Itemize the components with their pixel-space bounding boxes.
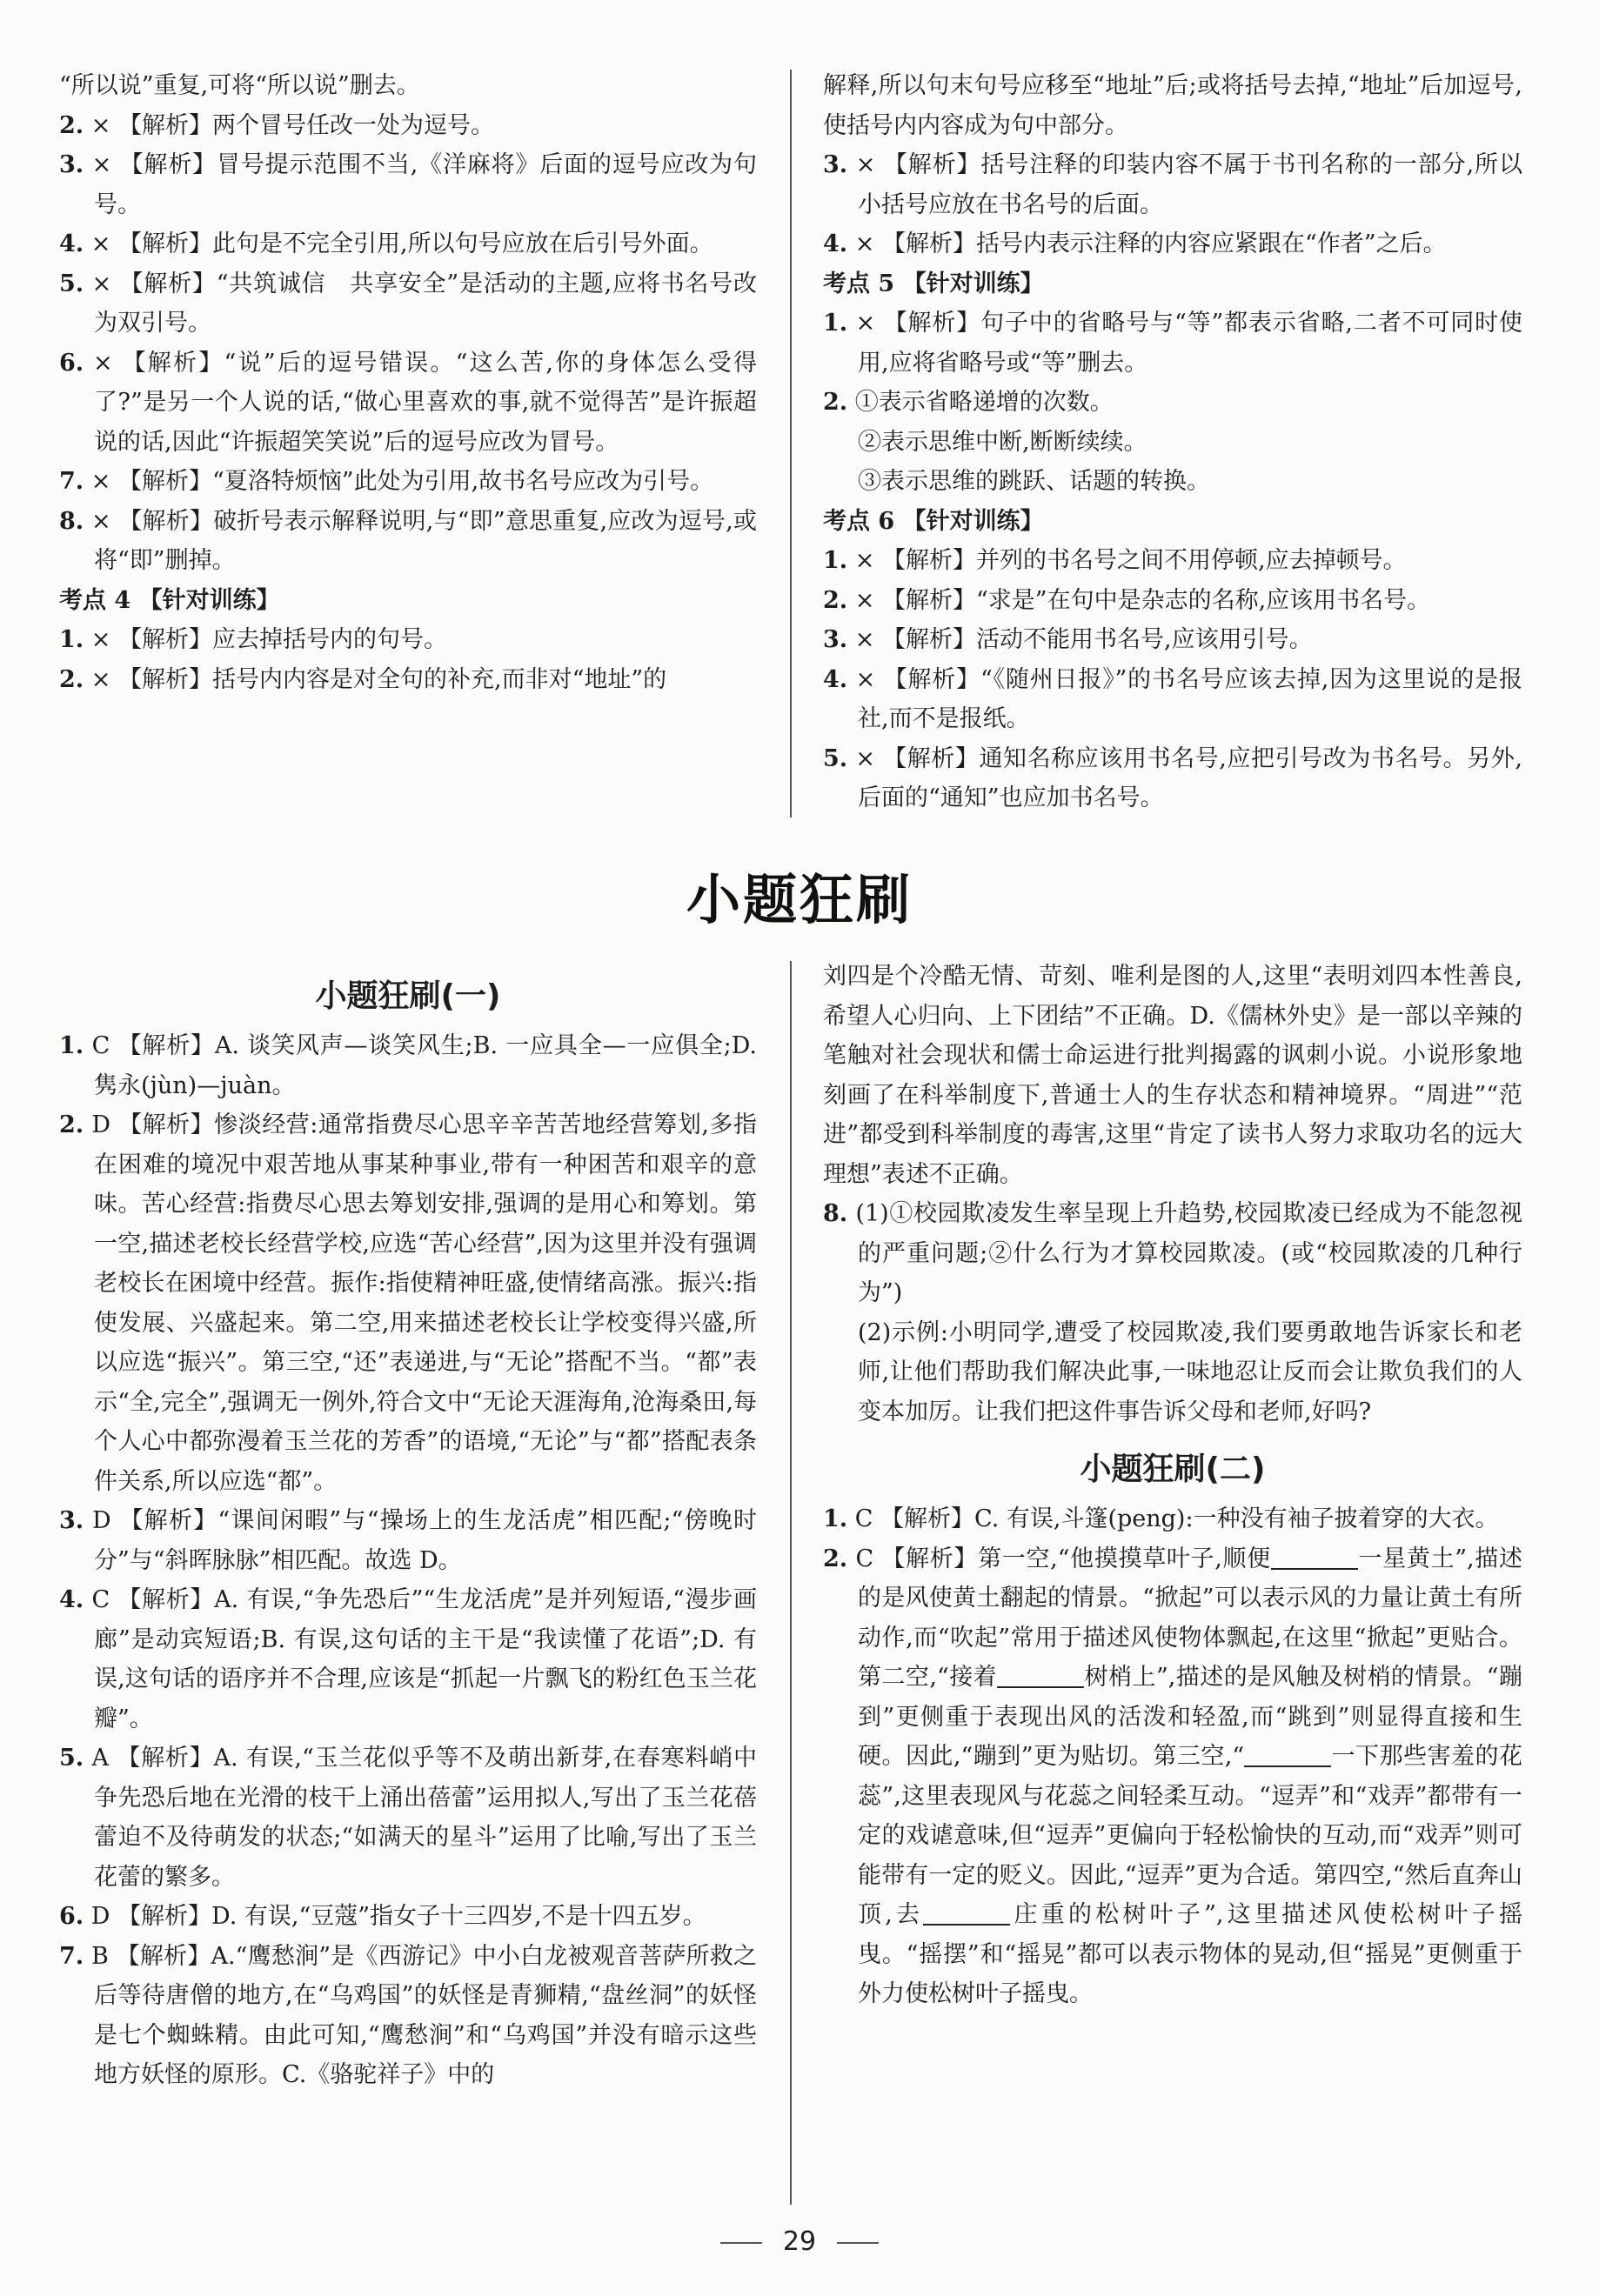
section2-title: 小题狂刷(二) [1080, 1452, 1266, 1487]
answer-item [59, 1501, 757, 1580]
answer-item [823, 581, 1522, 621]
item-text: × 【解析】句子中的省略号与“等”都表示省略,二者不可同时使用,应将省略号或“等”删去。 [855, 310, 1522, 377]
item-number: 5. [59, 270, 84, 297]
item-number: 2. [823, 389, 848, 416]
item-text: ①表示省略递增的次数。 [854, 389, 1114, 416]
item-number: 2. [59, 665, 84, 693]
answer-item [823, 304, 1522, 383]
item-text: × 【解析】活动不能用书名号,应该用引号。 [854, 626, 1313, 653]
section-heading: 考点 5 【针对训练】 [823, 270, 1044, 297]
answer-item [823, 145, 1522, 224]
answer-item [59, 344, 757, 463]
answer-item [59, 224, 757, 264]
item-text: D 【解析】“课间闲暇”与“操场上的生龙活虎”相匹配;“傍晚时分”与“斜晖脉脉”相匹配。故选 D。 [92, 1507, 757, 1574]
answer-item [59, 1897, 757, 1937]
answer-item [823, 660, 1522, 739]
item-text: × 【解析】破折号表示解释说明,与“即”意思重复,应改为逗号,或将“即”删掉。 [90, 507, 757, 574]
answer-item [823, 620, 1522, 660]
page-number: 29 [0, 2226, 1599, 2257]
bottom-left-column [59, 965, 757, 2095]
fill-blank-2 [997, 1662, 1084, 1688]
item-number: 5. [823, 744, 848, 772]
item-text: × 【解析】“夏洛特烦恼”此处为引用,故书名号应改为引号。 [90, 468, 714, 495]
item-number: 6. [59, 1903, 84, 1930]
item-number: 1. [823, 310, 848, 337]
item-number: 3. [823, 626, 848, 653]
item-number: 4. [59, 230, 84, 257]
section1-title: 小题狂刷(一) [315, 978, 501, 1014]
item-text: × 【解析】“求是”在句中是杂志的名称,应该用书名号。 [854, 586, 1431, 614]
item-number: 2. [59, 1111, 84, 1138]
item-number: 2. [823, 586, 848, 614]
answer-item [59, 106, 757, 146]
answer-item [823, 739, 1522, 818]
fill-blank-3 [1244, 1741, 1331, 1767]
fill-blank-1 [1271, 1544, 1358, 1570]
item-text: × 【解析】括号注释的印装内容不属于书刊名称的一部分,所以小括号应放在书名号的后面。 [855, 151, 1522, 218]
item-number: 7. [59, 1942, 84, 1970]
item-number: 2. [59, 111, 84, 139]
item-number: 1. [823, 547, 848, 574]
top-left-column [59, 66, 757, 699]
item-number: 8. [823, 1200, 848, 1227]
answer-item [823, 957, 1522, 1194]
section-heading: 考点 4 【针对训练】 [59, 586, 280, 614]
item-text: “所以说”重复,可将“所以说”删去。 [59, 72, 420, 99]
section-banner: 小题狂刷 [686, 868, 913, 931]
answer-item [59, 1105, 757, 1501]
answer-item [823, 541, 1522, 581]
item-text: 刘四是个冷酷无情、苛刻、唯利是图的人,这里“表明刘四本性善良,希望人心归向、上下团结”不正确。D.《儒林外史》是一部以辛辣的笔触对社会现状和儒士命运进行批判揭露的讽刺小说。小说形象地刻画了在科举制度下,普通士人的生存状态和精神境界。“周进”“范进”都受到科举制度的毒害,这里“肯定了读书人努力求取功名的远大理想”表述不正确。 [823, 963, 1522, 1188]
item-number: 4. [59, 1586, 84, 1613]
section2-item-2: 2. C 【解析】第一空,“他摸摸草叶子,顺便 一星黄土”,描述的是风使黄土翻起的情景。“掀起”可以表示风的力量让黄土有所动作,而“吹起”常用于描述风使物体飘起,在这里“掀起”更贴合。第二空,“接着 树梢上”,描述的是风触及树梢的情景。“蹦到”更侧重于表现出风的活泼和轻盈,而“跳到”则显得直接和生硬。因此,“蹦到”更为贴切。第三空,“ 一下那些害羞的花蕊”,这里表现风与花蕊之间轻柔互动。“逗弄”和“戏弄”都带有一定的戏谑意味,但“逗弄”更偏向于轻松愉快的互动,而“戏弄”则可能带有一定的贬义。因此,“逗弄”更为合适。第四空,“然后直奔山顶,去 庄重的松树叶子”,这里描述风使松树叶子摇曳。“摇摆”和“摇晃”都可以表示物体的晃动,但“摇晃”更侧重于外力使松树叶子摇曳。 [823, 1545, 1523, 2007]
item-text: 解释,所以句末句号应移至“地址”后;或将括号去掉,“地址”后加逗号,使括号内内容成为句中部分。 [823, 72, 1522, 139]
answer-item [823, 1194, 1522, 1313]
item-text: × 【解析】“《随州日报》”的书名号应该去掉,因为这里说的是报社,而不是报纸。 [855, 665, 1522, 732]
answer-item [59, 462, 757, 502]
sub-answer: (2)示例:小明同学,遭受了校园欺凌,我们要勇敢地告诉家长和老师,让他们帮助我们解决此事,一味地忍让反而会让欺负我们的人变本加厉。让我们把这件事告诉父母和老师,好吗? [858, 1318, 1522, 1425]
item-number: 4. [823, 230, 848, 257]
bottom-right-items [823, 957, 1522, 1432]
fill-blank-4 [923, 1899, 1010, 1926]
section1-items [59, 1026, 757, 2095]
item-number: 8. [59, 507, 84, 535]
item-text: × 【解析】两个冒号任改一处为逗号。 [90, 111, 494, 139]
answer-item [59, 145, 757, 224]
section-heading: 考点 6 【针对训练】 [823, 507, 1044, 535]
item-text: × 【解析】通知名称应该用书名号,应把引号改为书名号。另外,后面的“通知”也应加书名号。 [855, 744, 1522, 811]
item-number: 6. [59, 349, 84, 377]
item-text: × 【解析】括号内表示注释的内容应紧跟在“作者”之后。 [854, 230, 1447, 257]
item-text: × 【解析】“说”后的逗号错误。“这么苦,你的身体怎么受得了?”是另一个人说的话,“做心里喜欢的事,就不觉得苦”是许振超说的话,因此“许振超笑笑说”后的逗号应改为冒号。 [93, 349, 757, 456]
answer-item [59, 620, 757, 660]
column-divider-bottom [790, 961, 792, 2205]
item-text: × 【解析】冒号提示范围不当,《洋麻将》后面的逗号应改为句号。 [91, 151, 757, 218]
answer-item [59, 1580, 757, 1739]
item-text: × 【解析】“共筑诚信 共享安全”是活动的主题,应将书名号改为双引号。 [91, 270, 757, 337]
item-text: (1)①校园欺凌发生率呈现上升趋势,校园欺凌已经成为不能忽视的严重问题;②什么行为才算校园欺凌。(或“校园欺凌的几种行为”) [855, 1200, 1522, 1306]
answer-item [823, 383, 1522, 423]
item-number: 5. [59, 1745, 84, 1772]
item-text: × 【解析】应去掉括号内的句号。 [90, 626, 447, 653]
bottom-right-column [823, 957, 1522, 2014]
sub-answer: ③表示思维的跳跃、话题的转换。 [858, 468, 1210, 495]
item-text: C 【解析】A. 谈笑风声—谈笑风生;B. 一应具全—一应俱全;D. 隽永(jùn)—juàn。 [91, 1032, 757, 1099]
item-text: A 【解析】A. 有误,“玉兰花似乎等不及萌出新芽,在春寒料峭中争先恐后地在光滑的枝干上涌出蓓蕾”运用拟人,写出了玉兰花蓓蕾迫不及待萌发的状态;“如满天的星斗”运用了比喻,写出了玉兰花蕾的繁多。 [91, 1745, 757, 1891]
answer-item [823, 66, 1522, 145]
item-number: 1. [59, 1032, 84, 1059]
item-number: 4. [823, 665, 848, 693]
item-text: × 【解析】并列的书名号之间不用停顿,应去掉顿号。 [854, 547, 1407, 574]
item-text: C 【解析】A. 有误,“争先恐后”“生龙活虎”是并列短语,“漫步画廊”是动宾短语;B. 有误,这句话的主干是“我读懂了花语”;D. 有误,这句话的语序并不合理,应该是“抓起一片飘飞的粉红色玉兰花瓣”。 [91, 1586, 757, 1732]
item-number: 3. [823, 151, 848, 178]
answer-item [59, 660, 757, 700]
item-text: B 【解析】A.“鹰愁涧”是《西游记》中小白龙被观音菩萨所救之后等待唐僧的地方,在“乌鸡国”的妖怪是青狮精,“盘丝洞”的妖怪是七个蜘蛛精。由此可知,“鹰愁涧”和“乌鸡国”并没有暗示这些地方妖怪的原形。C.《骆驼祥子》中的 [91, 1942, 757, 2088]
item-number: 3. [59, 1507, 84, 1534]
section2-item-1: 1. C 【解析】C. 有误,斗篷(peng):一种没有袖子披着穿的大衣。 [823, 1505, 1499, 1532]
item-text: × 【解析】括号内内容是对全句的补充,而非对“地址”的 [90, 665, 667, 693]
item-text: D 【解析】惨淡经营:通常指费尽心思辛辛苦苦地经营筹划,多指在困难的境况中艰苦地从事某种事业,带有一种困苦和艰辛的意味。苦心经营:指费尽心思去筹划安排,强调的是用心和筹划。第一空,描述老校长经营学校,应选“苦心经营”,因为这里并没有强调老校长在困境中经营。振作:指使精神旺盛,使情绪高涨。振兴:指使发展、兴盛起来。第二空,用来描述老校长让学校变得兴盛,所以应选“振兴”。第三空,“还”表递进,与“无论”搭配不当。“都”表示“全,完全”,强调无一例外,符合文中“无论天涯海角,沧海桑田,每个人心中都弥漫着玉兰花的芳香”的语境,“无论”与“都”搭配表条件关系,所以应选“都”。 [91, 1111, 757, 1495]
item-text: × 【解析】此句是不完全引用,所以句号应放在后引号外面。 [90, 230, 713, 257]
item-number: 1. [59, 626, 84, 653]
sub-answer: ②表示思维中断,断断续续。 [858, 428, 1147, 456]
answer-item [59, 1026, 757, 1105]
answer-item [59, 502, 757, 581]
answer-item [59, 264, 757, 344]
top-right-column [823, 66, 1522, 818]
column-divider-top [790, 70, 792, 818]
item-number: 3. [59, 151, 84, 178]
item-text: D 【解析】D. 有误,“豆蔻”指女子十三四岁,不是十四五岁。 [90, 1903, 706, 1930]
item-number: 7. [59, 468, 84, 495]
answer-item [823, 224, 1522, 264]
answer-item [59, 66, 757, 106]
answer-item [59, 1739, 757, 1897]
answer-item [59, 1937, 757, 2095]
